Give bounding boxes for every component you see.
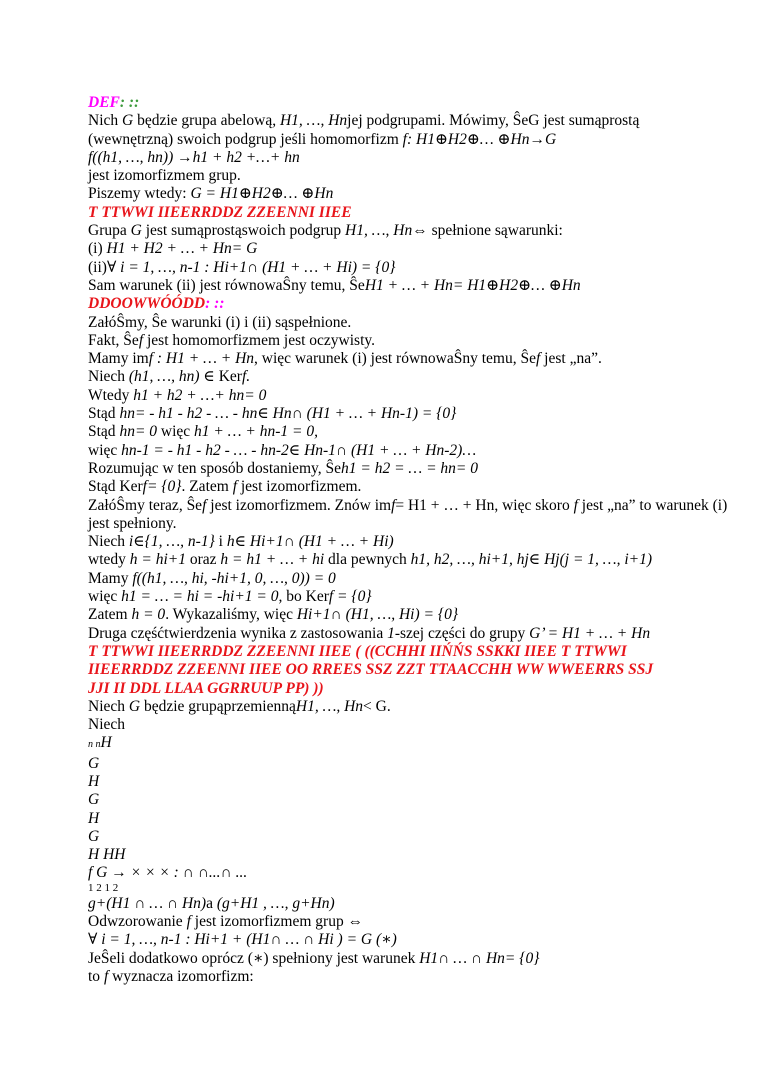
text-segment: będzie grupa abelową, <box>133 112 280 130</box>
text-segment: (h1, …, hn) ∈ <box>128 368 219 386</box>
text-segment: H1∩ … ∩ Hn= {0} <box>419 949 540 967</box>
text-segment: jest izomorfizmem. Znów im <box>206 496 392 514</box>
text-segment: . Zatem <box>181 478 233 496</box>
text-segment: Niech <box>88 697 129 715</box>
text-segment: H1, …, Hn <box>345 222 413 240</box>
text-segment: i∈{1, …, n-1} <box>128 533 215 551</box>
text-line <box>88 716 728 734</box>
text-segment: (g+H1 , …, g+Hn) <box>216 894 335 912</box>
text-segment: ∀ i = 1, …, n-1 : Hi+1 + (H1∩ … ∩ Hi ) = G (∗) <box>88 931 397 949</box>
text-segment: Mamy im <box>88 350 149 368</box>
text-segment: ⇔ spełnione sąwarunki: <box>412 222 563 240</box>
text-segment: JJI II DDL LLAA GGRRUUP PP) )) <box>88 679 324 697</box>
text-segment: jest izomorfizmem grup. <box>88 167 241 185</box>
text-line <box>88 277 728 295</box>
text-segment: więc <box>88 441 122 459</box>
text-segment: G <box>128 697 141 715</box>
text-segment: jest „na” to warunek (i) jest spełniony. <box>88 496 728 532</box>
text-segment: więc <box>157 423 195 441</box>
text-line <box>88 931 728 949</box>
text-segment: -szej części do grupy <box>394 624 530 642</box>
text-line <box>88 332 728 350</box>
text-line <box>88 883 728 895</box>
text-segment: h1 + h2 + …+ hn= 0 <box>133 386 267 404</box>
text-segment: Hi+1∩ (H1, …, Hi) = {0} <box>296 606 459 624</box>
text-segment: f <box>138 331 144 349</box>
text-segment: Grupa <box>88 222 131 240</box>
text-segment: ∀ i = 1, …, n-1 : Hi+1∩ (H1 + … + Hi) = {0} <box>106 258 396 276</box>
text-segment: h1 + … + hn-1 = 0, <box>194 423 318 441</box>
text-line <box>88 864 728 882</box>
text-segment: f <box>232 478 237 496</box>
text-segment: , więc warunek (i) jest równowaŜny temu, Ŝe <box>254 350 536 368</box>
text-line <box>88 570 728 588</box>
text-segment: dla pewnych <box>324 551 411 569</box>
text-line <box>88 625 728 643</box>
text-segment: < G. <box>363 697 391 715</box>
text-segment: f <box>535 350 541 368</box>
text-segment: IIEERRDDZ ZZEENNI IIEE OO RREES SSZ ZZT TTAACCHH WW WWEERRS SSJ <box>88 661 654 679</box>
text-segment: f <box>202 496 207 514</box>
text-segment: ZałóŜmy teraz, Ŝe <box>88 496 203 514</box>
text-segment: DEF <box>88 94 120 111</box>
text-line <box>88 643 728 661</box>
text-line <box>88 112 728 149</box>
text-segment: f <box>186 913 191 931</box>
text-segment: Sam warunek (ii) jest równowaŜny temu, Ŝe <box>88 276 365 294</box>
text-line <box>88 734 728 754</box>
text-line <box>88 368 728 386</box>
text-segment: h = h1 + … + hi <box>220 551 325 569</box>
text-line <box>88 895 728 913</box>
text-line <box>88 968 728 986</box>
text-segment: (i) <box>88 240 107 258</box>
text-line <box>88 350 728 368</box>
text-segment: h = 0 <box>131 606 166 624</box>
text-line <box>88 405 728 423</box>
text-segment: będzie grupąprzemienną <box>140 697 296 715</box>
text-segment: DDOOWWÓÓDD <box>88 295 206 313</box>
text-line <box>88 606 728 624</box>
text-line <box>88 533 728 551</box>
text-segment: JeŜeli dodatkowo oprócz (∗) spełniony jest warunek <box>88 949 420 967</box>
text-line <box>88 295 728 313</box>
text-segment: 1 2 1 2 <box>88 881 119 894</box>
text-segment: f((h1, …, hi, -hi+1, 0, …, 0)) = 0 <box>132 569 336 587</box>
text-segment: hn-1 = - h1 - h2 - … - hn-2∈ Hn-1∩ (H1 + … + Hn-2)… <box>121 441 477 459</box>
text-line <box>88 810 728 828</box>
text-segment: h = hi+1 <box>129 551 186 569</box>
text-segment: Stąd <box>88 405 120 423</box>
text-segment: G <box>130 222 142 240</box>
text-segment: H1 + H2 + … + Hn= G <box>106 240 258 258</box>
text-segment: f= {0} <box>142 478 182 496</box>
text-segment: T TTWWI IIEERRDDZ ZZEENNI IIEE <box>88 203 352 221</box>
text-segment: hn= 0 <box>119 423 158 441</box>
text-line <box>88 680 728 698</box>
text-line <box>88 222 728 240</box>
text-segment: H1, …, Hn <box>295 697 364 715</box>
text-segment: Niech <box>88 533 129 551</box>
text-line <box>88 950 728 968</box>
text-segment: jest „na”. <box>540 350 602 368</box>
text-segment: G <box>122 112 134 130</box>
text-segment: Ker <box>218 368 242 386</box>
text-segment: h∈ Hi+1∩ (H1 + … + Hi) <box>226 533 394 551</box>
text-segment: . Wykazaliśmy, więc <box>165 606 297 624</box>
text-segment: T TTWWI IIEERRDDZ ZZEENNI IIEE ( ((CCHHI IIŃŃS SSKKI IIEE T TTWWI <box>88 642 627 660</box>
text-segment: f. <box>241 368 251 386</box>
text-line <box>88 497 728 534</box>
text-segment: G’ = H1 + … + Hn <box>529 624 651 642</box>
text-segment: Odwzorowanie <box>88 913 187 931</box>
text-segment: (ii) <box>88 258 107 276</box>
text-segment: Zatem <box>88 606 132 624</box>
text-line <box>88 755 728 773</box>
text-line <box>88 387 728 405</box>
text-segment: H <box>88 772 100 790</box>
text-segment: bo Ker <box>282 588 329 606</box>
text-segment: wyznacza izomorfizm: <box>108 967 254 985</box>
text-segment: H1 + … + Hn= H1⊕H2⊕… ⊕Hn <box>364 276 581 294</box>
text-segment: Niech <box>88 716 126 734</box>
text-line <box>88 773 728 791</box>
text-segment: wtedy <box>88 551 130 569</box>
text-line <box>88 149 728 167</box>
text-segment: f = {0} <box>328 588 372 606</box>
text-segment: h1 = h2 = … = hn= 0 <box>341 459 478 477</box>
text-segment: H <box>88 809 100 827</box>
text-line <box>88 94 728 112</box>
text-segment: : :: <box>119 94 140 111</box>
text-segment: jest homomorfizmem jest oczywisty. <box>143 331 376 349</box>
text-segment: a <box>206 894 217 912</box>
text-line <box>88 423 728 441</box>
text-segment: jest izomorfizmem. <box>237 478 362 496</box>
text-segment: G <box>88 827 100 845</box>
text-segment: Nich <box>88 112 123 130</box>
text-segment: f: H1⊕H2⊕… ⊕Hn→G <box>402 130 557 148</box>
document-text <box>88 94 728 986</box>
text-segment: ZałóŜmy, Ŝe warunki (i) i (ii) sąspełnione. <box>88 313 352 331</box>
text-segment: G <box>88 791 100 809</box>
text-segment: f <box>391 496 396 514</box>
text-segment: H HH <box>88 846 126 864</box>
text-segment: Fakt, Ŝe <box>88 331 139 349</box>
text-segment: Stąd Ker <box>88 478 143 496</box>
text-line <box>88 588 728 606</box>
text-segment: f <box>103 967 109 985</box>
text-segment: g+(H1 ∩ … ∩ Hn) <box>88 894 207 912</box>
text-line <box>88 167 728 185</box>
text-segment: f <box>573 496 578 514</box>
text-segment: h1, h2, …, hi+1, hj∈ Hj(j = 1, …, i+1) <box>410 551 652 569</box>
text-line <box>88 478 728 496</box>
text-segment: G <box>88 754 100 772</box>
text-line <box>88 828 728 846</box>
text-segment: G = H1⊕H2⊕… ⊕Hn <box>190 185 334 203</box>
text-segment: : :: <box>205 295 225 313</box>
text-segment: Wtedy <box>88 386 134 404</box>
text-segment: n n <box>88 739 101 751</box>
text-line <box>88 259 728 277</box>
text-segment: f : H1 + … + Hn <box>148 350 255 368</box>
text-line <box>88 240 728 258</box>
text-segment: oraz <box>186 551 221 569</box>
text-segment: Mamy <box>88 569 133 587</box>
text-segment: Druga częśćtwierdzenia wynika z zastosowania <box>88 624 388 642</box>
text-line <box>88 314 728 332</box>
text-segment: jest sumąprostąswoich podgrup <box>141 222 346 240</box>
text-line <box>88 913 728 931</box>
text-line <box>88 846 728 864</box>
text-segment: f((h1, …, hn)) →h1 + h2 +…+ hn <box>88 148 300 166</box>
text-segment: H1, …, Hn <box>279 112 348 130</box>
text-segment: h1 = … = hi = -hi+1 = 0, <box>121 588 283 606</box>
text-line <box>88 460 728 478</box>
text-line <box>88 204 728 222</box>
text-line <box>88 791 728 809</box>
text-segment: hn= - h1 - h2 - … - hn∈ Hn∩ (H1 + … + Hn-1) = {0} <box>119 405 457 423</box>
text-segment: więc <box>88 588 122 606</box>
text-segment: Rozumując w ten sposób dostaniemy, Ŝe <box>88 459 341 477</box>
text-segment: H <box>100 734 112 752</box>
text-line <box>88 551 728 569</box>
text-line <box>88 661 728 679</box>
text-line <box>88 185 728 203</box>
text-segment: Stąd <box>88 423 120 441</box>
text-segment: f G → × × × : ∩ ∩...∩ ... <box>88 864 248 882</box>
text-segment: jest izomorfizmem grup ⇔ <box>190 913 364 931</box>
text-segment: i <box>214 533 227 551</box>
text-line <box>88 698 728 716</box>
text-line <box>88 442 728 460</box>
text-segment: = H1 + … + Hn, więc skoro <box>395 496 574 514</box>
text-segment: 1 <box>387 624 395 642</box>
text-segment: to <box>88 967 104 985</box>
text-segment: Niech <box>88 368 129 386</box>
text-segment: jej podgrupami. Mówimy, ŜeG jest sumąprostą (wewnętrzną) swoich podgrup jeśli homomorfizm <box>88 112 640 148</box>
text-segment: Piszemy wtedy: <box>88 185 191 203</box>
